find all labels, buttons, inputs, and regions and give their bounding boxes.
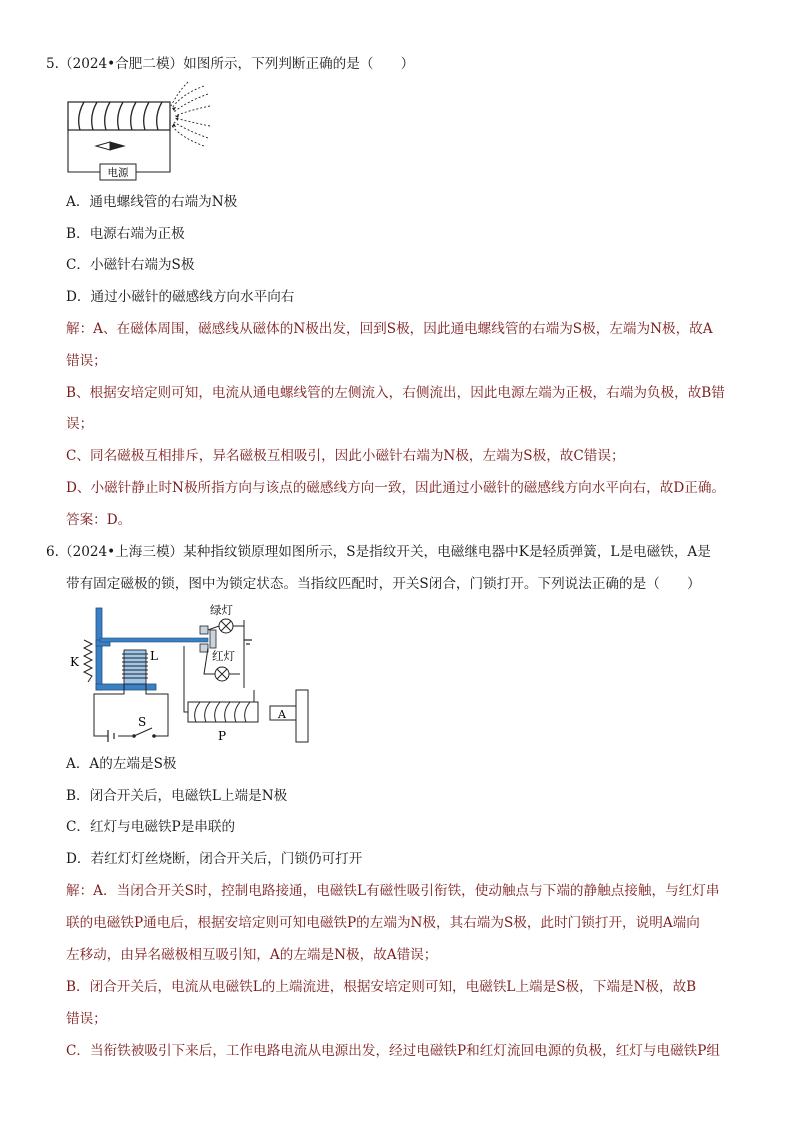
spring-k xyxy=(84,640,92,682)
q6-solution-line: 错误； xyxy=(66,1011,107,1027)
q6-option-b: B．闭合开关后，电磁铁L上端是N极 xyxy=(66,788,288,804)
solenoid-core xyxy=(68,102,170,130)
switch-s xyxy=(132,728,156,738)
q6-figure xyxy=(64,600,314,746)
armature xyxy=(100,638,208,642)
q6-option-d: D．若红灯灯丝烧断，闭合开关后，门锁仍可打开 xyxy=(66,851,363,867)
electromagnet-l xyxy=(124,650,146,684)
q6-solution-line: C．当衔铁被吸引下来后，工作电路电流从电源出发，经过电磁铁P和红灯流回电源的负极，红灯与电磁铁P组 xyxy=(66,1043,721,1059)
q6-solution-line: 解：A．当闭合开关S时，控制电路接通，电磁铁L有磁性吸引衔铁，使动触点与下端的静触点接触，与红灯串 xyxy=(66,883,720,899)
q6-option-c: C．红灯与电磁铁P是串联的 xyxy=(66,819,236,835)
q5-solution-line: B、根据安培定则可知，电流从通电螺线管的左侧流入，右侧流出，因此电源左端为正极，右端为负极，故B错 xyxy=(66,385,725,401)
work-battery xyxy=(244,640,252,644)
lock-a xyxy=(270,690,308,742)
q6-solution-line: 左移动，由异名磁极相互吸引知，A的左端是N极，故A错误； xyxy=(66,947,438,963)
q5-figure xyxy=(62,80,212,184)
green-lamp xyxy=(219,619,233,633)
q6-solution-line: 联的电磁铁P通电后，根据安培定则可知电磁铁P的左端为N极，其右端为S极，此时门锁打开，说明A端向 xyxy=(66,915,700,931)
magnetic-field-lines xyxy=(171,82,210,146)
q6-solution-line: B．闭合开关后，电流从电磁铁L的上端流进，根据安培定则可知，电磁铁L上端是S极，下端是N极，故B xyxy=(66,979,697,995)
q5-option-d: D．通过小磁针的磁感线方向水平向右 xyxy=(66,289,295,305)
label-l: L xyxy=(150,649,158,663)
q5-option-c: C．小磁针右端为S极 xyxy=(66,257,195,273)
q5-answer: 答案：D。 xyxy=(66,512,132,528)
red-lamp xyxy=(215,667,229,681)
q5-solution-line: 误； xyxy=(66,416,94,432)
q5-option-a: A．通电螺线管的右端为N极 xyxy=(66,194,238,210)
label-green-lamp: 绿灯 xyxy=(210,603,233,617)
label-p: P xyxy=(218,729,227,743)
q5-solution-line: 错误； xyxy=(66,353,107,369)
q5-stem: 5.（2024•合肥二模）如图所示，下列判断正确的是（ ） xyxy=(46,56,415,72)
label-a: A xyxy=(278,708,286,721)
q6-option-a: A．A的左端是S极 xyxy=(66,756,177,772)
control-battery xyxy=(108,730,114,742)
power-label: 电源 xyxy=(107,167,129,179)
q5-solution-line: D、小磁针静止时N极所指方向与该点的磁感线方向一致，因此通过小磁针的磁感线方向水平向右，故D正确。 xyxy=(66,480,726,496)
label-k: K xyxy=(70,655,79,669)
label-red-lamp: 红灯 xyxy=(212,649,235,663)
label-s: S xyxy=(138,715,147,729)
q5-solution-line: 解：A、在磁体周围，磁感线从磁体的N极出发，回到S极，因此通电螺线管的右端为S极，左端为N极，故A xyxy=(66,321,713,337)
q6-stem-line: 6.（2024•上海三模）某种指纹锁原理如图所示，S是指纹开关，电磁继电器中K是轻质弹簧，L是电磁铁，A是 xyxy=(46,544,711,560)
q6-stem-line: 带有固定磁极的锁，图中为锁定状态。当指纹匹配时，开关S闭合，门锁打开。下列说法正确的是（ ） xyxy=(66,576,701,592)
compass-needle xyxy=(96,142,124,150)
q5-option-b: B．电源右端为正极 xyxy=(66,226,185,242)
q5-solution-line: C、同名磁极互相排斥，异名磁极互相吸引，因此小磁针右端为N极，左端为S极，故C错误； xyxy=(66,448,625,464)
